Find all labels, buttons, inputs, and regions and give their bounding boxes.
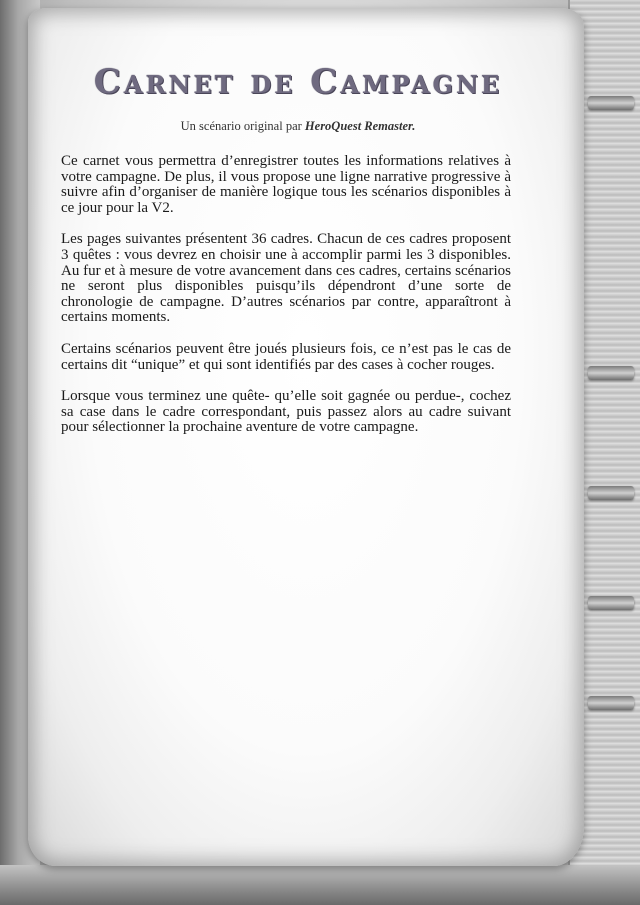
page-title: Carnet de Campagne bbox=[93, 62, 503, 102]
book-clasp bbox=[588, 696, 634, 710]
paragraph: Lorsque vous terminez une quête- qu’elle soit gagnée ou perdue-, cochez sa case dans le cadre correspondant, puis passez alors au cadre suivant pour sélectionner la prochaine aventure de votre campagne. bbox=[61, 388, 511, 436]
subtitle-brand: HeroQuest Remaster. bbox=[304, 119, 416, 133]
book-bottom-edge bbox=[0, 865, 640, 905]
body-text bbox=[61, 154, 511, 452]
paragraph: Certains scénarios peuvent être joués plusieurs fois, ce n’est pas le cas de certains dit “unique” et qui sont identifiés par des cases à cocher rouges. bbox=[61, 340, 511, 373]
subtitle-prefix: Un scénario original par bbox=[180, 119, 302, 133]
book-clasp bbox=[588, 596, 634, 610]
paragraph: Les pages suivantes présentent 36 cadres. Chacun de ces cadres proposent 3 quêtes : vous devrez en choisir une à accomplir parmi les 3 disponibles. Au fur et à mesure de votre avancement dans ces cadres, certains scénarios ne seront plus disponibles puisqu’ils dépendront d’une sorte de chronologie de campagne. D’autres scénarios par contre, apparaîtront à certains moments. bbox=[61, 231, 511, 326]
book-clasp bbox=[588, 366, 634, 380]
book-clasp bbox=[588, 486, 634, 500]
page-subtitle bbox=[0, 119, 596, 134]
paragraph: Ce carnet vous permettra d’enregistrer toutes les informations relatives à votre campagne. De plus, il vous propose une ligne narrative progressive à suivre afin d’organiser de manière logique tous les scénarios disponibles à ce jour pour la V2. bbox=[61, 153, 511, 216]
